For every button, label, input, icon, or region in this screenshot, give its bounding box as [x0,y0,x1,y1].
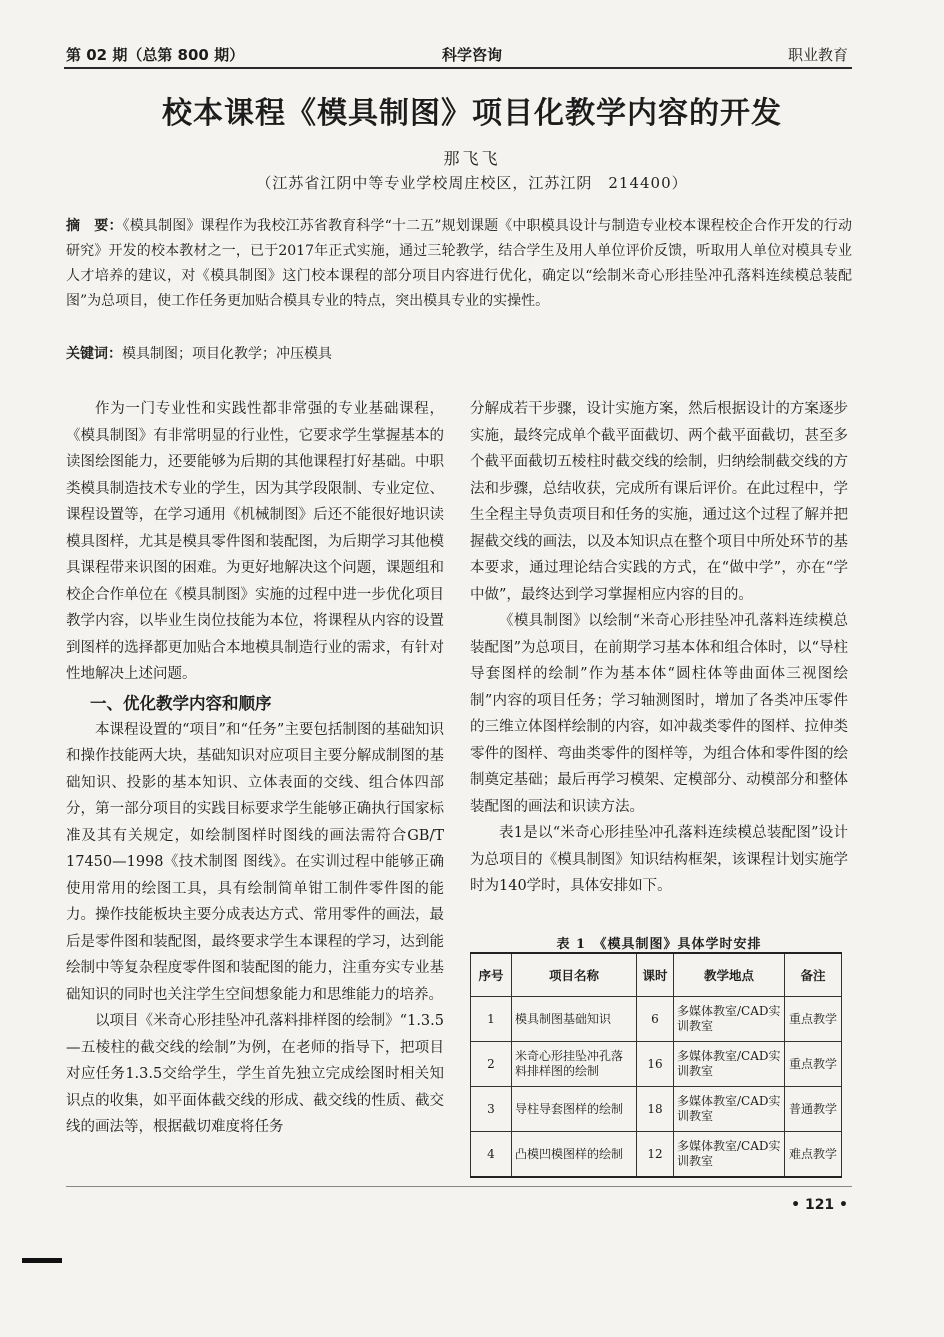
table-row [471,1132,842,1178]
table-cell: 2 [471,1042,512,1087]
section-heading: 一、优化教学内容和顺序 [90,693,272,713]
table-row [471,1042,842,1087]
author-name: 那飞飞 [443,149,501,168]
body-paragraph: 作为一门专业性和实践性都非常强的专业基础课程，《模具制图》有非常明显的行业性，它要求学生掌握基本的读图绘图能力，还要能够为后期的其他课程打好基础。中职类模具制造技术专业的学生，因为其学段限制、专业定位、课程设置等，在学习通用《机械制图》后还不能很好地识读模具图样，尤其是模具零件图和装配图，为后期学习其他模具课程带来识图的困难。为更好地解决这个问题，课题组和校企合作单位在《模具制图》实施的过程中进一步优化项目教学内容，以毕业生岗位技能为本位，将课程从内容的设置到图样的选择都更加贴合本地模具制造行业的需求，有针对性地解决上述问题。 [66,401,444,682]
right-column [470,396,848,900]
abstract-label: 摘 要： [66,218,123,234]
body-paragraph: 表1是以“米奇心形挂坠冲孔落料连续模总装配图”设计为总项目的《模具制图》知识结构框架，该课程计划实施学时为140学时，具体安排如下。 [470,825,848,894]
table-cell: 18 [637,1087,674,1132]
issue-number: 第 02 期（总第 800 期） [66,46,245,64]
body-paragraph: 本课程设置的“项目”和“任务”主要包括制图的基础知识和操作技能两大块，基础知识对应项目主要分解成制图的基础知识、投影的基本知识、立体表面的交线、组合体四部分，第一部分项目的实践目标要求学生能够正确执行国家标准及其有关规定，如绘制图样时图线的画法需符合GB/T 17450—1998《技术制图 图线》。在实训过程中能够正确使用常用的绘图工具，具有绘制简单钳工制件零件图的能力。操作技能板块主要分成表达方式、常用零件的画法，最后是零件图和装配图，最终要求学生本课程的学习，达到能绘制中等复杂程度零件图和装配图的能力，注重夯实专业基础知识的同时也关注学生空间想象能力和思维能力的培养。 [66,721,444,1003]
page-number: • 121 • [791,1197,848,1213]
table-cell: 1 [471,997,512,1042]
body-paragraph: 分解成若干步骤，设计实施方案，然后根据设计的方案逐步实施，最终完成单个截平面截切、两个截平面截切，甚至多个截平面截切五棱柱时截交线的绘制，归纳绘制截交线的方法和步骤，总结收获，完成所有课后评价。在此过程中，学生全程主导负责项目和任务的实施，通过这个过程了解并把握截交线的画法，以及本知识点在整个项目中所处环节的基本要求，通过理论结合实践的方式，在“做中学”，亦在“学中做”，最终达到学习掌握相应内容的目的。 [470,401,848,603]
table-cell: 重点教学 [785,1042,842,1087]
section-name: 职业教育 [787,46,848,64]
table-cell: 模具制图基础知识 [512,997,637,1042]
table-header-cell: 项目名称 [512,953,637,997]
table-cell: 12 [637,1132,674,1178]
footer-rule [66,1186,852,1187]
table-row [471,997,842,1042]
table-header-row [471,953,842,997]
left-column [66,396,444,1141]
table-cell: 多媒体教室/CAD实训教室 [674,1042,785,1087]
journal-name: 科学咨询 [441,46,502,64]
table-header-cell: 备注 [785,953,842,997]
table-cell: 普通教学 [785,1087,842,1132]
table-cell: 多媒体教室/CAD实训教室 [674,1087,785,1132]
table-header-cell: 教学地点 [674,953,785,997]
keywords-label: 关键词： [66,346,122,362]
table-caption: 表 1 《模具制图》具体学时安排 [556,937,762,952]
abstract-text: 《模具制图》课程作为我校江苏省教育科学“十二五”规划课题《中职模具设计与制造专业校本课程校企合作开发的行动研究》开发的校本教材之一，已于2017年正式实施，通过三轮教学，结合学生及用人单位评价反馈，听取用人单位对模具专业人才培养的建议，对《模具制图》这门校本课程的部分项目内容进行优化，确定以“绘制米奇心形挂坠冲孔落料连续模总装配图”为总项目，使工作任务更加贴合模具专业的特点，突出模具专业的实操性。 [66,218,853,309]
schedule-table [470,952,842,1178]
table-cell: 4 [471,1132,512,1178]
table-cell: 导柱导套图样的绘制 [512,1087,637,1132]
abstract [66,214,852,314]
table-cell: 3 [471,1087,512,1132]
article-title: 校本课程《模具制图》项目化教学内容的开发 [162,96,782,131]
table-header-cell: 课时 [637,953,674,997]
keywords-text: 模具制图；项目化教学；冲压模具 [122,346,332,362]
table-header-cell: 序号 [471,953,512,997]
scan-mark [22,1258,62,1263]
table-cell: 多媒体教室/CAD实训教室 [674,997,785,1042]
table-cell: 重点教学 [785,997,842,1042]
table-cell: 16 [637,1042,674,1087]
table-row [471,1087,842,1132]
table-cell: 6 [637,997,674,1042]
body-paragraph: 《模具制图》以绘制“米奇心形挂坠冲孔落料连续模总装配图”为总项目，在前期学习基本体和组合体时，以“导柱导套图样的绘制”作为基本体“圆柱体等曲面体三视图绘制”内容的项目任务；学习轴测图时，增加了各类冲压零件的三维立体图样绘制的内容，如冲裁类零件的图样、拉伸类零件的图样、弯曲类零件的图样等，为组合体和零件图的绘制奠定基础；最后再学习模架、定模部分、动模部分和整体装配图的画法和识读方法。 [470,613,848,815]
header-rule [64,67,852,69]
body-paragraph: 以项目《米奇心形挂坠冲孔落料排样图的绘制》“1.3.5—五棱柱的截交线的绘制”为例，在老师的指导下，把项目对应任务1.3.5交给学生，学生首先独立完成绘图时相关知识点的收集，如平面体截交线的形成、截交线的性质、截交线的画法等，根据截切难度将任务 [66,1013,444,1135]
table-cell: 凸模凹模图样的绘制 [512,1132,637,1178]
keywords [66,343,852,363]
table-cell: 多媒体教室/CAD实训教室 [674,1132,785,1178]
table-cell: 米奇心形挂坠冲孔落料排样图的绘制 [512,1042,637,1087]
author-affiliation: （江苏省江阴中等专业学校周庄校区，江苏江阴 214400） [256,174,688,192]
table-cell: 难点教学 [785,1132,842,1178]
